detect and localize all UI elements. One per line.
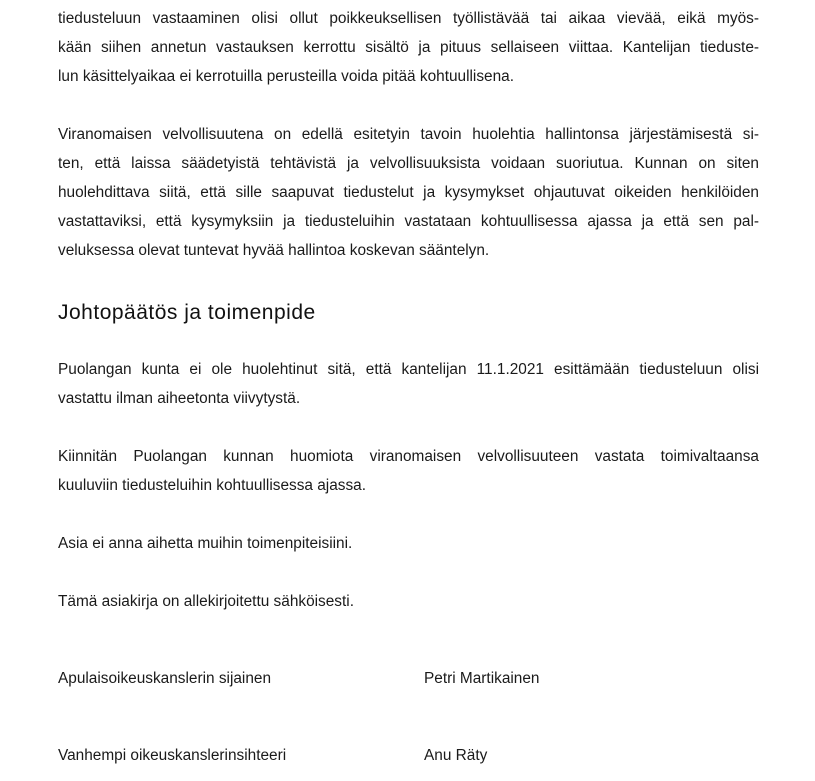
text-line: lun käsittelyaikaa ei kerrotuilla perusteilla voida pitää kohtuullisena. <box>58 68 514 85</box>
text-line: Puolangan kunta ei ole huolehtinut sitä, että kantelijan 11.1.2021 esittämään tiedusteluun olisi <box>58 361 759 378</box>
paragraph-authority-duty <box>58 120 759 265</box>
paragraph-conclusion <box>58 355 759 413</box>
text-line: veluksessa olevat tuntevat hyvää hallintoa koskevan sääntelyn. <box>58 242 490 259</box>
text-line: ten, että laissa säädetyistä tehtävistä ja velvollisuuksista voidaan suoriutua. Kunnan on siten <box>58 155 759 172</box>
text-line: huolehdittava siitä, että sille saapuvat tiedustelut ja kysymykset ohjautuvat oikeiden henkilöiden <box>58 184 759 201</box>
text-line: kään siihen annetun vastauksen kerrottu sisältö ja pituus sellaiseen viittaa. Kantelijan tieduste- <box>58 39 759 56</box>
section-heading: Johtopäätös ja toimenpide <box>58 301 316 324</box>
text-line: kuuluviin tiedusteluihin kohtuullisessa ajassa. <box>58 477 366 494</box>
signer-role: Apulaisoikeuskanslerin sijainen <box>58 670 272 687</box>
paragraph-assessment <box>58 4 759 91</box>
text-line: vastattu ilman aiheetonta viivytystä. <box>58 390 301 407</box>
signer-name: Petri Martikainen <box>424 670 540 687</box>
text-line: tiedusteluun vastaaminen olisi ollut poikkeuksellisen työllistävää tai aikaa vievää, eikä myös- <box>58 10 759 27</box>
paragraph-notice <box>58 442 759 500</box>
signer-name: Anu Räty <box>424 747 488 764</box>
signer-role: Vanhempi oikeuskanslerinsihteeri <box>58 747 287 764</box>
paragraph-e-signed: Tämä asiakirja on allekirjoitettu sähköisesti. <box>58 593 354 610</box>
text-line: Viranomaisen velvollisuutena on edellä esitetyin tavoin huolehtia hallintonsa järjestämisestä si- <box>58 126 759 143</box>
text-line: vastattaviksi, että kysymyksiin ja tiedusteluihin vastataan kohtuullisessa ajassa ja että sen pal- <box>58 213 759 230</box>
paragraph-no-further-action: Asia ei anna aihetta muihin toimenpiteisiini. <box>58 535 353 552</box>
text-line: Kiinnitän Puolangan kunnan huomiota viranomaisen velvollisuuteen vastata toimivaltaansa <box>58 448 759 465</box>
